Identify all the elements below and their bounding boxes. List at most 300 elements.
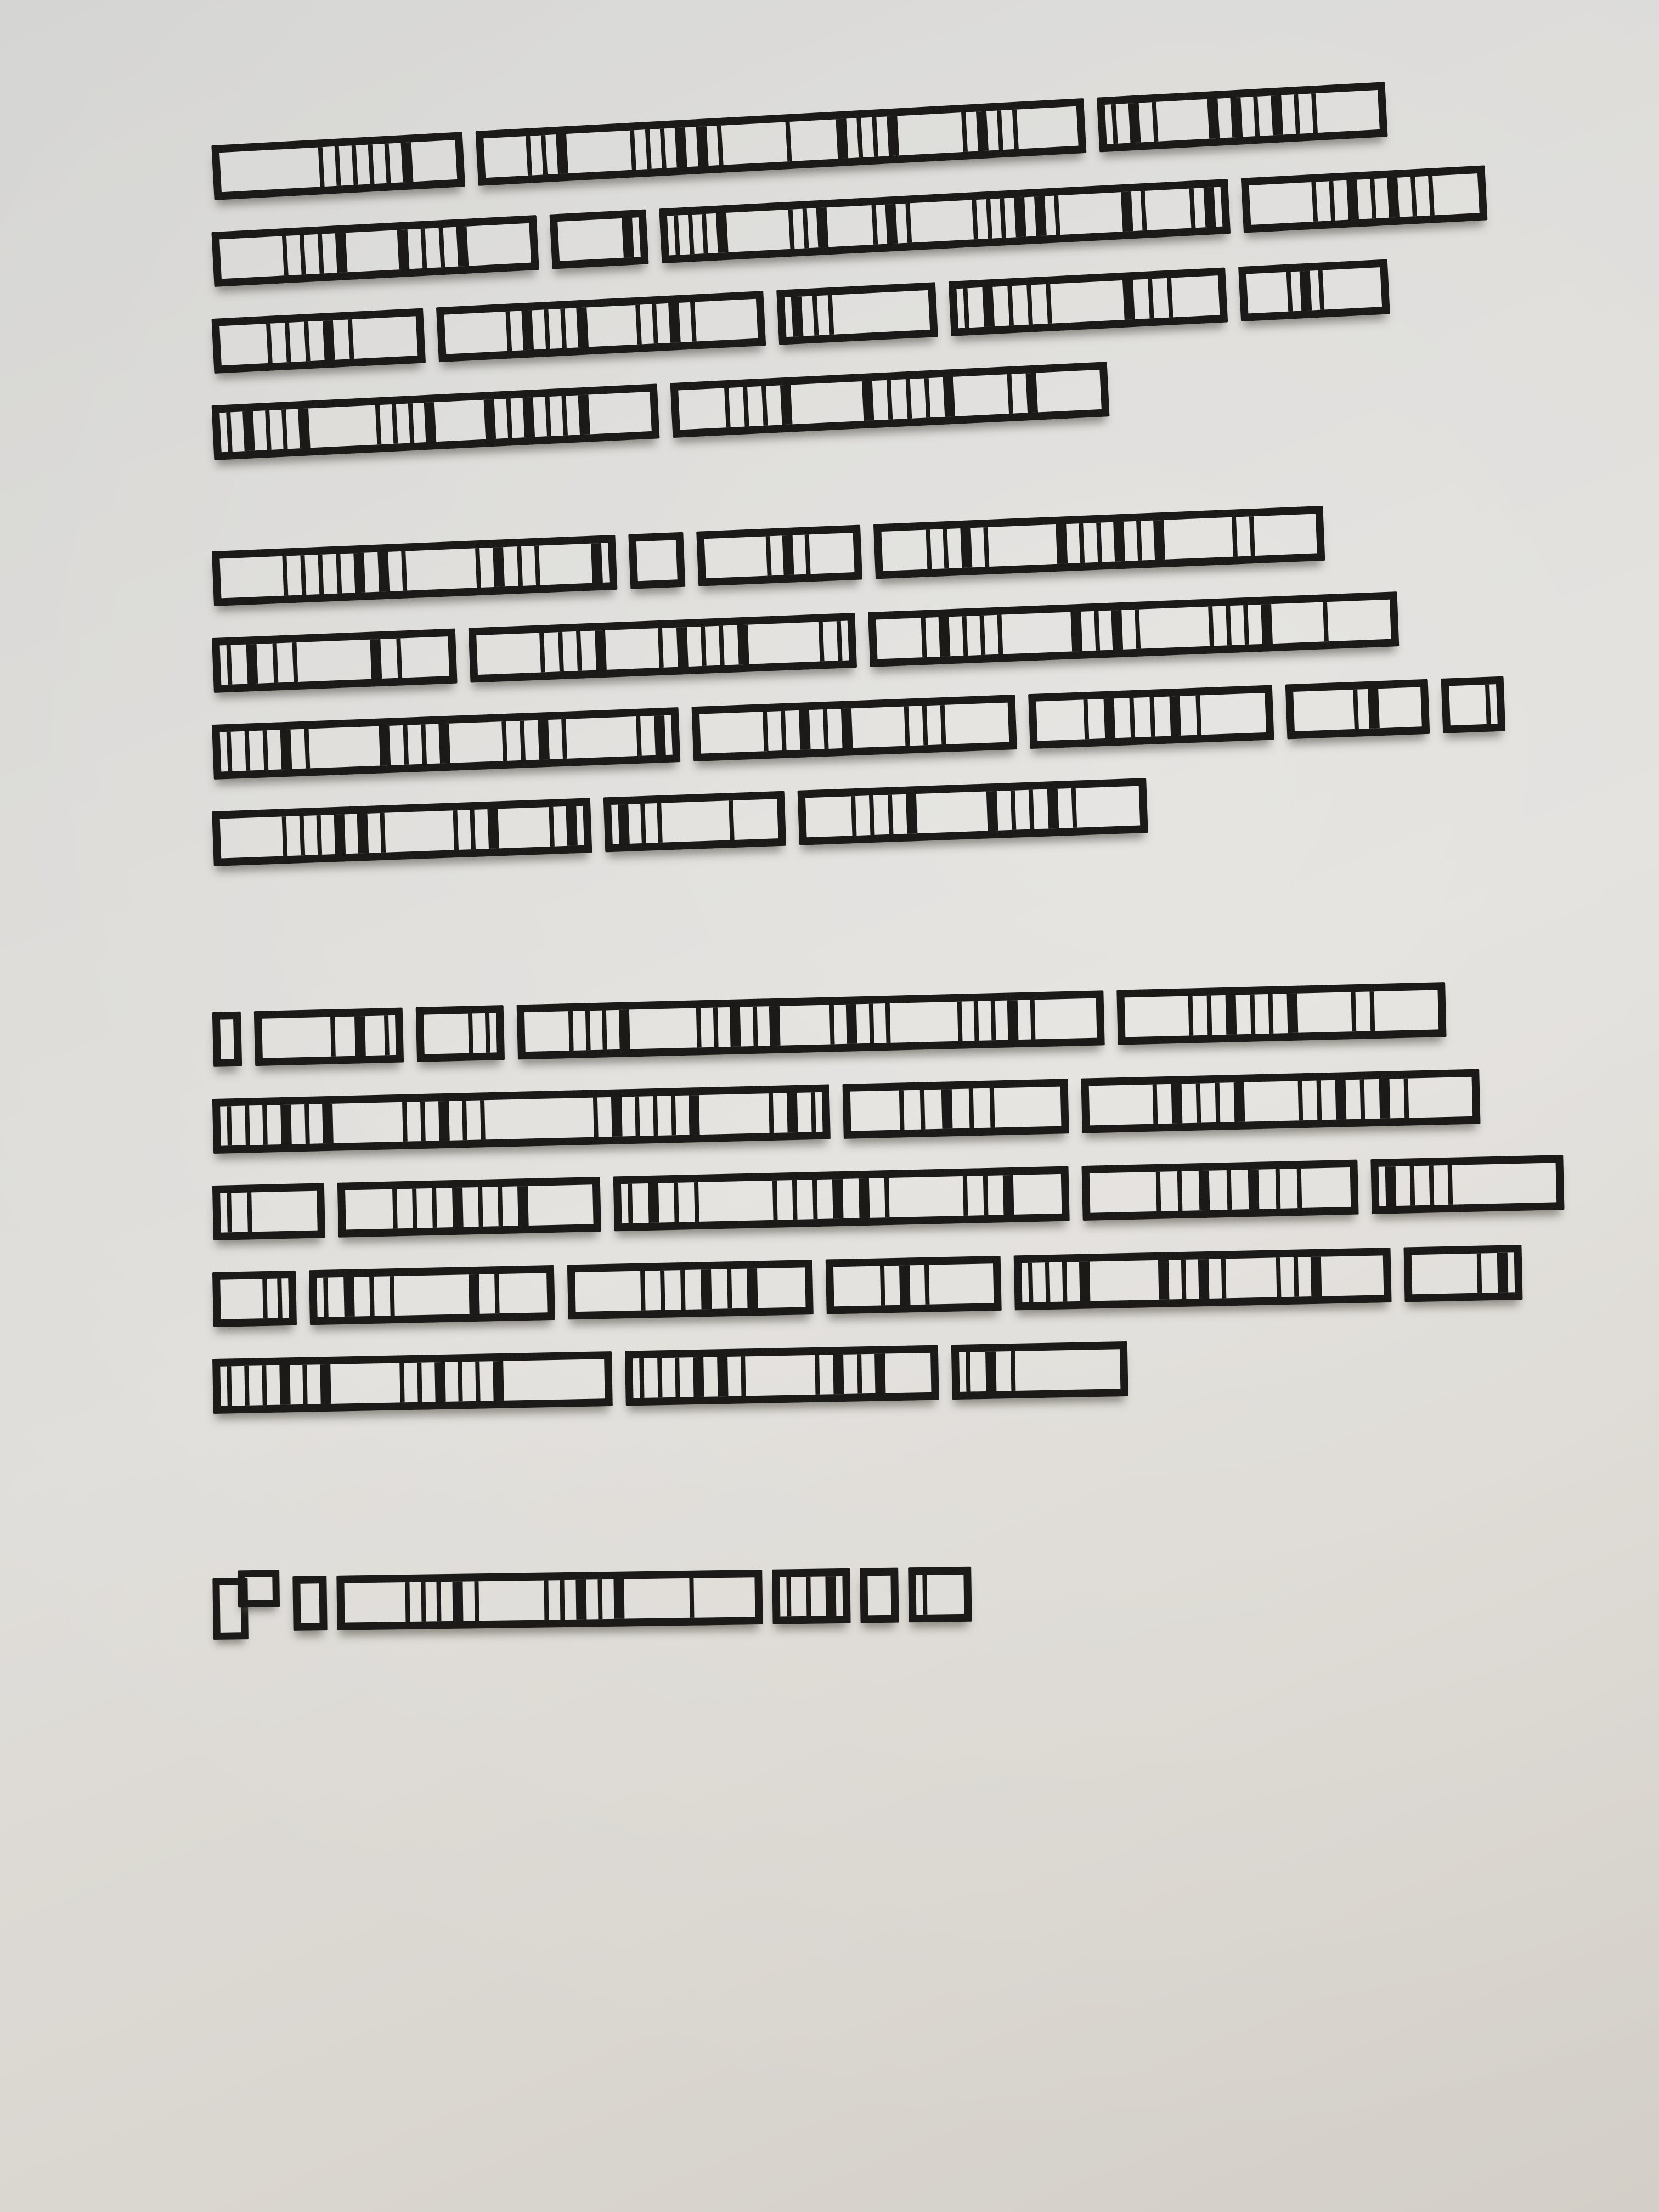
thin-bar	[983, 1176, 989, 1215]
thin-bar	[453, 810, 459, 850]
thin-bar	[690, 1578, 695, 1618]
empty-cell	[479, 223, 524, 265]
thin-bar	[485, 1013, 490, 1053]
empty-cell	[759, 1355, 802, 1395]
thick-bar	[576, 307, 589, 347]
thick-bar	[591, 543, 603, 583]
thin-bar	[1054, 195, 1060, 235]
thin-bar	[1079, 523, 1085, 563]
empty-cell	[366, 317, 411, 358]
barcode-word	[1370, 1155, 1564, 1214]
thin-bar	[924, 378, 930, 417]
barcode-word	[1241, 165, 1488, 233]
thin-bar	[785, 122, 792, 161]
barcode-word	[212, 1085, 831, 1154]
thin-bar	[688, 215, 695, 254]
thin-bar	[729, 800, 735, 840]
thin-bar	[786, 1577, 791, 1616]
thick-bar	[487, 809, 499, 849]
barcode-word	[1097, 82, 1388, 152]
thin-bar	[1323, 602, 1329, 641]
empty-cell	[879, 291, 924, 332]
thick-bar	[538, 720, 550, 760]
thin-bar	[540, 633, 546, 672]
thin-bar	[432, 1188, 437, 1228]
empty-cell	[359, 231, 386, 272]
thick-bar	[833, 1355, 844, 1394]
thick-bar	[941, 1089, 953, 1128]
empty-cell	[599, 306, 626, 346]
thin-bar	[458, 1362, 463, 1401]
empty-cell	[761, 623, 806, 664]
thin-bar	[390, 1276, 395, 1316]
thin-bar	[1226, 1170, 1232, 1210]
thick-bar	[1153, 520, 1165, 560]
thin-bar	[990, 1001, 996, 1040]
barcode-word	[212, 798, 592, 866]
thick-bar	[825, 1576, 836, 1616]
thin-bar	[1012, 110, 1018, 149]
text-line-p2-l4	[212, 778, 1148, 866]
thick-bar	[832, 1179, 844, 1218]
thin-bar	[1208, 606, 1214, 646]
empty-cell	[1466, 1164, 1510, 1204]
thick-bar	[343, 1277, 355, 1317]
barcode-word	[628, 532, 685, 589]
thin-bar	[1195, 695, 1201, 735]
thin-bar	[1428, 176, 1435, 215]
thin-bar	[963, 1176, 968, 1216]
thin-bar	[921, 618, 927, 657]
thin-bar	[880, 1266, 885, 1305]
thin-bar	[560, 1580, 565, 1620]
thick-bar	[334, 814, 346, 854]
thin-bar	[922, 1575, 927, 1615]
thick-bar	[622, 218, 634, 258]
thick-bar	[1387, 178, 1400, 218]
thin-bar	[963, 288, 969, 328]
empty-cell	[1027, 106, 1072, 148]
thick-bar	[1335, 1080, 1347, 1119]
thick-bar	[522, 310, 534, 350]
thick-bar	[676, 627, 689, 667]
thin-bar	[384, 144, 391, 183]
thin-bar	[769, 1093, 774, 1133]
empty-cell	[857, 1091, 883, 1131]
thin-bar	[266, 324, 273, 363]
thin-bar	[317, 234, 324, 274]
barcode-word	[1285, 679, 1430, 740]
empty-cell	[1446, 174, 1473, 215]
thick-bar	[280, 1105, 292, 1144]
thin-bar	[1276, 1257, 1282, 1297]
thick-bar	[1003, 1175, 1014, 1215]
thick-bar	[841, 708, 853, 748]
thin-bar	[282, 816, 288, 856]
empty-cell	[711, 537, 755, 578]
barcode-word	[211, 215, 539, 287]
thin-bar	[1275, 1169, 1280, 1209]
thin-bar	[1149, 697, 1155, 737]
thick-bar	[618, 804, 630, 844]
thick-bar	[1198, 1259, 1210, 1299]
thin-bar	[1297, 1169, 1302, 1208]
empty-cell	[1334, 1256, 1377, 1296]
thin-bar	[924, 1265, 930, 1305]
barcode-word	[436, 291, 766, 362]
thin-bar	[1318, 270, 1324, 310]
thin-bar	[403, 1102, 408, 1142]
thick-bar	[859, 1178, 870, 1218]
barcode-word	[1116, 982, 1446, 1045]
thick-bar	[566, 806, 578, 846]
empty-cell	[346, 1102, 390, 1143]
thin-bar	[827, 295, 834, 335]
empty-cell	[883, 618, 910, 659]
empty-cell	[1153, 607, 1197, 648]
thin-bar	[544, 1580, 549, 1620]
thin-bar	[635, 1097, 640, 1136]
empty-cell	[1169, 100, 1197, 140]
thin-bar	[1045, 1262, 1051, 1302]
thin-bar	[602, 1010, 607, 1049]
thin-bar	[857, 118, 864, 157]
thick-bar	[816, 207, 829, 247]
thick-bar	[717, 1357, 728, 1396]
empty-cell	[543, 1185, 587, 1226]
thin-bar	[1135, 610, 1141, 649]
thin-bar	[1000, 198, 1007, 238]
signature-double-box-glyph	[212, 1576, 283, 1632]
empty-cell	[958, 703, 1003, 744]
barcode-word	[211, 132, 465, 200]
thin-bar	[526, 136, 533, 176]
barcode-word	[826, 1256, 1002, 1314]
empty-cell	[1155, 189, 1182, 230]
empty-cell	[843, 293, 870, 334]
barcode-word	[1081, 1160, 1358, 1221]
empty-cell	[281, 148, 308, 189]
thin-bar	[1136, 521, 1142, 561]
thick-bar	[1497, 1253, 1509, 1293]
barcode-word	[337, 1177, 601, 1238]
thin-bar	[227, 1193, 232, 1232]
thin-bar	[628, 1184, 633, 1223]
thin-bar	[336, 554, 342, 593]
empty-cell	[619, 629, 646, 669]
barcode-word	[776, 282, 938, 345]
empty-cell	[490, 137, 517, 177]
barcode-word	[476, 98, 1087, 186]
barcode-word	[868, 591, 1399, 667]
thin-bar	[696, 1008, 702, 1047]
thin-bar	[1153, 1084, 1158, 1124]
empty-cell	[1068, 193, 1113, 234]
barcode-word	[212, 1271, 297, 1327]
thin-bar	[670, 1096, 676, 1135]
text-line-p3-l4	[212, 1245, 1523, 1327]
thick-bar	[780, 385, 792, 425]
thick-bar	[1248, 1170, 1259, 1209]
thick-bar	[439, 724, 451, 764]
thin-bar	[1286, 272, 1293, 311]
empty-cell	[812, 797, 839, 837]
thin-bar	[470, 810, 476, 849]
empty-cell	[773, 1268, 799, 1308]
thin-bar	[690, 302, 697, 341]
empty-cell	[1266, 514, 1311, 555]
thin-bar	[674, 216, 680, 255]
thick-bar	[575, 1579, 586, 1619]
thin-bar	[1030, 1000, 1035, 1039]
empty-cell	[635, 1578, 679, 1618]
empty-cell	[641, 1008, 685, 1049]
thin-bar	[1071, 788, 1077, 828]
thick-bar	[1170, 696, 1182, 736]
empty-cell	[267, 1191, 311, 1232]
text-line-p3-l3	[212, 1155, 1565, 1240]
empty-cell	[1096, 1085, 1139, 1125]
thin-bar	[292, 642, 298, 682]
barcode-word	[1441, 676, 1506, 733]
thin-bar	[869, 795, 875, 835]
thin-bar	[899, 1090, 904, 1130]
empty-cell	[572, 1359, 598, 1400]
thick-bar	[799, 710, 811, 750]
thin-bar	[983, 527, 989, 567]
barcode-word	[798, 778, 1148, 845]
empty-cell	[582, 1271, 625, 1312]
thin-bar	[1215, 1083, 1220, 1122]
thin-bar	[391, 404, 398, 444]
thin-bar	[437, 1582, 442, 1621]
thick-bar	[280, 730, 292, 770]
thin-bar	[421, 724, 427, 764]
thick-bar	[523, 397, 535, 437]
thin-bar	[636, 305, 642, 345]
thick-bar	[493, 1361, 504, 1401]
thick-bar	[1113, 522, 1125, 562]
barcode-word	[212, 535, 617, 606]
thin-bar	[303, 1365, 308, 1404]
thick-bar	[960, 528, 972, 568]
empty-cell	[397, 811, 442, 852]
barcode-word	[1014, 1248, 1392, 1310]
thick-bar	[985, 1352, 996, 1391]
thick-bar	[1379, 1079, 1390, 1118]
thin-bar	[717, 126, 724, 165]
thin-bar	[568, 1011, 574, 1051]
thin-bar	[403, 725, 409, 765]
thin-bar	[966, 1352, 970, 1391]
thick-bar	[1034, 196, 1047, 236]
thin-bar	[905, 203, 912, 242]
thick-bar	[782, 535, 794, 575]
empty-cell	[227, 817, 271, 858]
thin-bar	[812, 1180, 818, 1219]
thin-bar	[576, 631, 582, 671]
thin-bar	[763, 712, 769, 751]
empty-cell	[800, 120, 827, 160]
barcode-word	[211, 308, 426, 374]
thin-bar	[227, 645, 233, 685]
thin-bar	[593, 1097, 599, 1137]
thin-bar	[304, 729, 311, 768]
thin-bar	[405, 1582, 410, 1622]
thin-bar	[1062, 1262, 1068, 1301]
empty-cell	[227, 1279, 252, 1319]
thick-bar	[1346, 180, 1359, 220]
empty-cell	[714, 1181, 758, 1222]
thin-bar	[277, 1278, 283, 1318]
thin-bar	[1243, 605, 1249, 645]
thin-bar	[368, 144, 374, 184]
thick-bar	[456, 227, 469, 267]
thick-bar	[982, 287, 995, 327]
barcode-word	[1081, 1069, 1480, 1133]
empty-cell	[510, 808, 537, 848]
thick-bar	[716, 213, 729, 253]
thin-bar	[1353, 690, 1359, 729]
thin-bar	[1084, 699, 1090, 739]
thin-bar	[962, 616, 968, 656]
thick-bar	[379, 726, 391, 766]
thick-bar	[846, 1004, 857, 1043]
thin-bar	[303, 321, 310, 361]
thin-bar	[743, 387, 749, 426]
thin-bar	[1298, 1081, 1304, 1120]
thin-bar	[245, 1105, 250, 1145]
barcode-word	[212, 1012, 242, 1067]
thin-bar	[420, 1102, 426, 1141]
empty-cell	[579, 717, 624, 758]
thick-bar	[1070, 612, 1082, 652]
thin-bar	[1360, 1080, 1365, 1119]
empty-cell	[821, 533, 848, 574]
barcode-word	[254, 1008, 404, 1066]
thin-bar	[412, 1189, 417, 1228]
empty-cell	[226, 237, 271, 279]
empty-cell	[554, 1098, 580, 1138]
empty-cell	[908, 113, 953, 155]
thin-bar	[265, 410, 272, 450]
barcode-word	[873, 506, 1325, 579]
thin-bar	[401, 551, 407, 591]
thin-bar	[392, 1189, 398, 1228]
empty-cell	[1340, 600, 1385, 641]
thick-bar	[435, 1362, 445, 1402]
empty-cell	[1014, 613, 1059, 654]
thick-bar	[400, 142, 413, 182]
thick-bar	[1299, 271, 1312, 311]
thin-bar	[396, 639, 402, 678]
empty-cell	[516, 1360, 560, 1400]
thin-bar	[421, 1582, 426, 1622]
thick-bar	[424, 402, 436, 442]
thin-bar	[283, 556, 289, 595]
glyph-raised-box	[238, 1570, 280, 1607]
empty-cell	[1284, 602, 1311, 643]
thin-bar	[1111, 104, 1118, 144]
thin-bar	[636, 716, 642, 756]
thin-bar	[505, 312, 512, 351]
barcode-word	[550, 210, 649, 269]
empty-cell	[1011, 1087, 1055, 1127]
thin-bar	[926, 529, 932, 569]
thin-bar	[247, 1192, 252, 1232]
thick-bar	[1079, 1262, 1091, 1301]
thick-bar	[1368, 689, 1380, 729]
empty-cell	[1318, 1167, 1345, 1207]
thin-bar	[741, 1356, 746, 1396]
empty-cell	[1312, 992, 1338, 1032]
thin-bar	[660, 1271, 665, 1310]
thin-bar	[347, 319, 354, 359]
thin-bar	[772, 1181, 778, 1220]
thin-bar	[997, 110, 1003, 150]
thin-bar	[885, 1003, 891, 1043]
barcode-word	[860, 1568, 899, 1623]
empty-cell	[416, 637, 443, 678]
thin-bar	[694, 1182, 699, 1222]
text-line-p2-l2	[212, 591, 1399, 693]
thin-bar	[494, 1274, 500, 1313]
thin-bar	[1152, 102, 1158, 142]
thick-bar	[613, 1579, 624, 1619]
thin-bar	[1167, 278, 1173, 317]
empty-cell	[447, 400, 473, 441]
thick-bar	[1122, 280, 1135, 320]
thin-bar	[1046, 284, 1052, 324]
thin-bar	[462, 1101, 467, 1140]
empty-cell	[736, 210, 781, 252]
thin-bar	[1485, 685, 1491, 724]
thin-bar	[761, 386, 768, 426]
thick-bar	[1207, 99, 1220, 139]
thin-bar	[990, 1088, 995, 1127]
thin-bar	[788, 210, 795, 249]
thin-bar	[330, 1017, 336, 1057]
barcode-word	[212, 383, 660, 460]
thick-bar	[1225, 995, 1237, 1034]
thin-bar	[1254, 97, 1260, 136]
empty-cell	[312, 640, 357, 681]
thin-bar	[282, 236, 289, 275]
thick-bar	[556, 134, 568, 174]
thick-bar	[696, 126, 708, 166]
thick-bar	[1007, 1000, 1019, 1040]
thick-bar	[611, 1097, 623, 1136]
thin-bar	[1141, 191, 1147, 230]
thin-bar	[227, 732, 233, 771]
thin-bar	[384, 1015, 390, 1055]
empty-cell	[967, 375, 994, 415]
thin-bar	[562, 396, 568, 435]
thin-bar	[1028, 1263, 1034, 1302]
barcode-word	[212, 1351, 613, 1414]
thin-bar	[244, 731, 250, 771]
thick-bar	[791, 297, 804, 337]
thin-bar	[1221, 1259, 1227, 1298]
thin-bar	[1196, 1084, 1201, 1123]
empty-cell	[1029, 1174, 1056, 1214]
thin-bar	[968, 1088, 974, 1128]
empty-cell	[705, 1577, 748, 1617]
empty-cell	[1088, 1349, 1114, 1389]
empty-cell	[451, 312, 496, 354]
barcode-word	[659, 179, 1231, 263]
empty-cell	[745, 799, 772, 840]
